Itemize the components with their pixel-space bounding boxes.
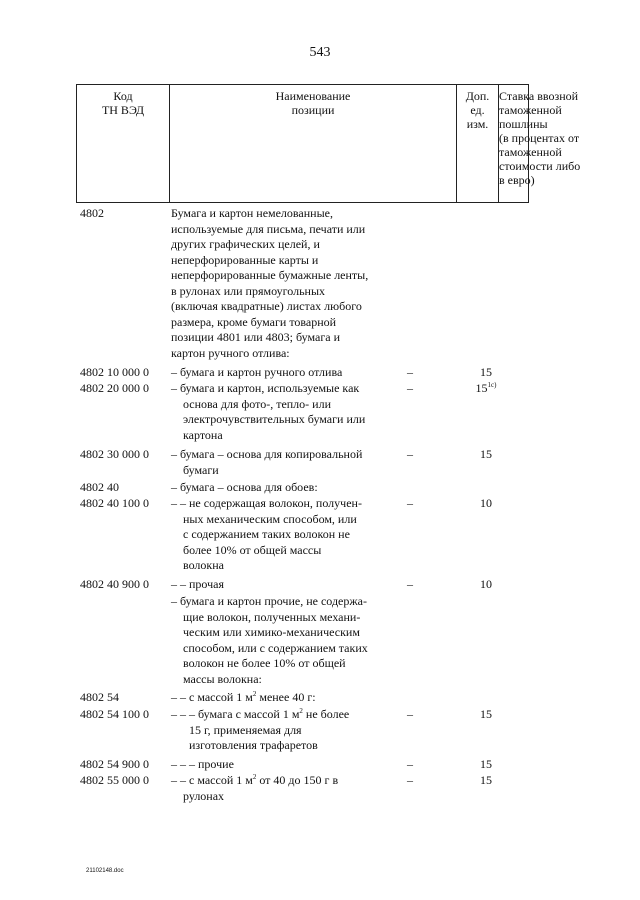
description-line: изготовления трафаретов bbox=[189, 738, 318, 752]
description-line: других графических целей, и bbox=[171, 237, 320, 251]
superscript-mark: 2 bbox=[299, 707, 303, 715]
row-unit: – bbox=[407, 757, 413, 771]
row-rate bbox=[466, 707, 506, 723]
row-rate bbox=[466, 773, 506, 789]
rate-value: 10 bbox=[480, 577, 492, 591]
description-text: – – с массой 1 м bbox=[171, 773, 253, 787]
row-code: 4802 54 100 0 bbox=[80, 707, 149, 721]
row-description bbox=[171, 447, 401, 478]
row-code: 4802 20 000 0 bbox=[80, 381, 149, 395]
header-rate-line: (в процентах от bbox=[499, 131, 580, 145]
description-line: способом, или с содержанием таких bbox=[183, 640, 368, 655]
description-line bbox=[171, 707, 401, 723]
description-line: волокон не более 10% от общей bbox=[183, 656, 346, 670]
header-code-line: Код bbox=[113, 89, 133, 103]
description-line: волокна bbox=[183, 558, 224, 572]
superscript-mark: 2 bbox=[252, 690, 257, 698]
header-name-line: позиции bbox=[291, 103, 335, 117]
description-line: Бумага и картон немелованные, bbox=[171, 206, 333, 220]
row-code: 4802 40 100 0 bbox=[80, 496, 149, 510]
row-code: 4802 30 000 0 bbox=[80, 447, 149, 461]
description-line: позиции 4801 или 4803; бумага и bbox=[171, 330, 341, 344]
description-line: – бумага – основа для обоев: bbox=[171, 480, 318, 494]
description-line: ческим или химико-механическим bbox=[183, 625, 360, 639]
description-line: размера, кроме бумаги товарной bbox=[171, 314, 337, 329]
row-description bbox=[171, 773, 401, 804]
description-text: – – – бумага с массой 1 м bbox=[171, 707, 300, 721]
description-line: – – – прочие bbox=[171, 757, 234, 771]
description-line: 15 г, применяемая для bbox=[189, 722, 302, 737]
description-line: с содержанием таких волокон не bbox=[183, 527, 350, 541]
row-code: 4802 bbox=[80, 206, 104, 220]
description-text: – – с массой 1 м bbox=[171, 690, 253, 704]
row-code: 4802 54 900 0 bbox=[80, 757, 149, 771]
header-code-line: ТН ВЭД bbox=[101, 103, 145, 117]
row-description bbox=[171, 206, 401, 361]
row-rate bbox=[466, 365, 506, 381]
description-line: картон ручного отлива: bbox=[171, 345, 290, 360]
row-unit: – bbox=[407, 365, 413, 379]
rate-value: 15 bbox=[480, 447, 492, 461]
row-description bbox=[171, 480, 401, 496]
description-line bbox=[171, 690, 401, 706]
description-line: – бумага – основа для копировальной bbox=[171, 447, 363, 461]
row-description bbox=[171, 757, 401, 773]
header-rate-line: в евро) bbox=[499, 173, 535, 187]
rate-value: 15 bbox=[480, 365, 492, 379]
superscript-mark: 2 bbox=[252, 773, 257, 781]
header-name-line: Наименование bbox=[275, 89, 351, 103]
description-line: щие волокон, полученных механи- bbox=[183, 609, 361, 624]
row-description bbox=[171, 496, 401, 574]
row-code: 4802 40 900 0 bbox=[80, 577, 149, 591]
description-line: – – не содержащая волокон, получен- bbox=[171, 496, 362, 510]
description-line: рулонах bbox=[183, 788, 225, 803]
description-text: менее 40 г: bbox=[256, 690, 316, 704]
rate-value: 15 bbox=[480, 757, 492, 771]
description-line: ных механическим способом, или bbox=[183, 511, 357, 526]
header-unit-line: Доп. bbox=[465, 89, 490, 103]
description-text: от 40 до 150 г в bbox=[256, 773, 339, 787]
description-line: более 10% от общей массы bbox=[183, 542, 322, 557]
row-rate bbox=[466, 577, 506, 593]
description-line: массы волокна: bbox=[183, 671, 262, 686]
row-code: 4802 54 bbox=[80, 690, 119, 704]
row-unit: – bbox=[407, 577, 413, 591]
description-line: – – прочая bbox=[171, 577, 224, 591]
row-code: 4802 55 000 0 bbox=[80, 773, 149, 787]
header-unit-line: изм. bbox=[466, 117, 489, 131]
row-unit: – bbox=[407, 447, 413, 461]
description-line: электрочувствительных бумаги или bbox=[183, 412, 366, 426]
header-rate-line: Ставка ввозной bbox=[499, 89, 579, 103]
row-rate bbox=[466, 496, 506, 512]
rate-value: 15 bbox=[480, 707, 492, 721]
header-rate-line: таможенной bbox=[499, 145, 562, 159]
row-unit: – bbox=[407, 707, 413, 721]
description-line bbox=[171, 773, 401, 789]
row-description bbox=[171, 594, 401, 687]
description-line: – бумага и картон, используемые как bbox=[171, 381, 360, 395]
rate-footnote-mark: 1с) bbox=[487, 381, 497, 389]
row-description bbox=[171, 365, 401, 381]
row-unit: – bbox=[407, 381, 413, 395]
row-code: 4802 40 bbox=[80, 480, 119, 494]
header-rate-line: стоимости либо bbox=[499, 159, 581, 173]
page-number: 543 bbox=[309, 45, 331, 60]
row-rate bbox=[466, 757, 506, 773]
description-line: – бумага и картон ручного отлива bbox=[171, 365, 343, 379]
rate-value: 10 bbox=[480, 496, 492, 510]
row-description bbox=[171, 577, 401, 593]
description-line: бумаги bbox=[183, 462, 219, 477]
row-rate bbox=[466, 381, 506, 397]
description-line: (включая квадратные) листах любого bbox=[171, 299, 362, 313]
row-description bbox=[171, 707, 401, 754]
description-line: картона bbox=[183, 427, 223, 442]
row-unit: – bbox=[407, 773, 413, 787]
description-line: в рулонах или прямоугольных bbox=[171, 283, 326, 298]
header-rate-line: таможенной bbox=[499, 103, 562, 117]
footer-filename: 21102148.doc bbox=[86, 868, 124, 874]
row-code: 4802 10 000 0 bbox=[80, 365, 149, 379]
row-description bbox=[171, 381, 401, 443]
description-line: основа для фото-, тепло- или bbox=[183, 396, 332, 411]
row-description bbox=[171, 690, 401, 706]
rate-value: 15 bbox=[475, 381, 488, 395]
row-unit: – bbox=[407, 496, 413, 510]
rate-value: 15 bbox=[480, 773, 492, 787]
description-line: используемые для письма, печати или bbox=[171, 221, 366, 236]
row-rate bbox=[466, 447, 506, 463]
description-line: неперфорированные карты и bbox=[171, 252, 319, 267]
description-line: неперфорированные бумажные ленты, bbox=[171, 268, 369, 282]
header-unit-line: ед. bbox=[470, 103, 485, 117]
description-text: не более bbox=[302, 707, 350, 721]
description-line: – бумага и картон прочие, не содержа- bbox=[171, 594, 367, 608]
header-rate-line: пошлины bbox=[499, 117, 548, 131]
